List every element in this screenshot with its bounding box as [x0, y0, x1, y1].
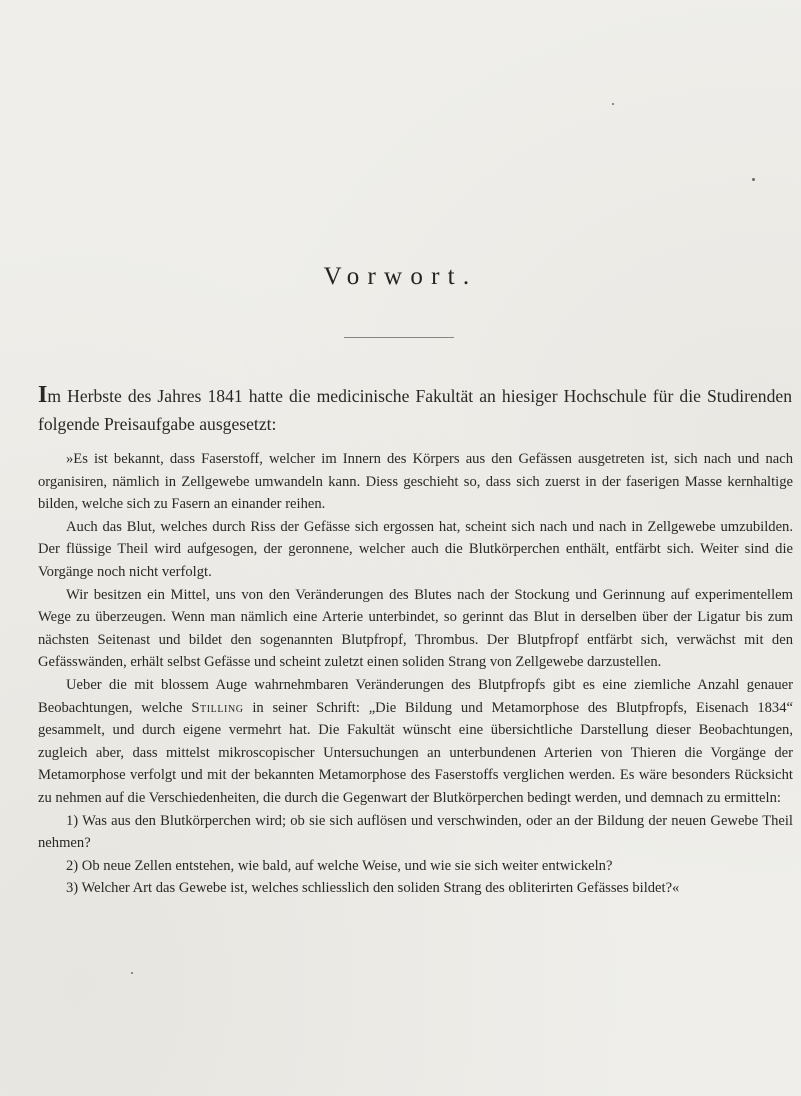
- paper-speck: [612, 103, 614, 105]
- drop-cap: I: [38, 382, 48, 408]
- paper-speck: [131, 972, 133, 974]
- title-rule: [344, 337, 454, 338]
- intro-text: m Herbste des Jahres 1841 hatte die medicinische Fakultät an hiesiger Hochschule für die Studirenden folgende Preisaufgabe ausgesetzt:: [38, 386, 792, 434]
- question-item: 1) Was aus den Blutkörperchen wird; ob sie sich auflösen und verschwinden, oder an der Bildung der neuen Gewebe Theil nehmen?: [38, 812, 793, 852]
- quote-paragraph: [38, 674, 793, 810]
- question-item: 3) Welcher Art das Gewebe ist, welches schliesslich den soliden Strang des obliterirten Gefässes bildet?«: [66, 880, 680, 897]
- quote-paragraph: »Es ist bekannt, dass Faserstoff, welcher im Innern des Körpers aus den Gefässen ausgetreten ist, sich nach und nach organisiren, nämlich in Zellgewebe umwandeln kann. Diess geschieht so, dass sich zuerst in der faserigen Masse kernhaltige bilden, welche sich zu Fasern an einander reihen.: [38, 451, 793, 513]
- quote-text: Ueber die mit blossem Auge wahrnehmbaren Veränderungen des Blutpfropfs gibt es eine ziemliche Anzahl genauer Beobachtungen, welche: [38, 676, 793, 716]
- author-name: Stilling: [191, 699, 244, 716]
- page-title: Vorwort.: [323, 263, 478, 290]
- intro-paragraph: [38, 382, 792, 438]
- prize-question-quote: [38, 448, 793, 900]
- question-list: [38, 810, 793, 900]
- question-item: 2) Ob neue Zellen entstehen, wie bald, auf welche Weise, und wie sie sich weiter entwickeln?: [66, 857, 613, 874]
- quote-text: in seiner Schrift: „Die Bildung und Metamorphose des Blutpfropfs, Eisenach 1834“ gesammelt, und durch eigene vermehrt hat. Die Fakultät wünscht eine übersichtliche Darstellung dieser Beobachtungen, zugleich aber, dass mittelst mikroscopischer Untersuchungen an unterbundenen Arterien von Thieren die Vorgänge der Metamorphose verfolgt und mit der bekannten Metamorphose des Faserstoffs verglichen werden. Es wäre besonders Rücksicht zu nehmen auf die Verschiedenheiten, die durch die Gegenwart der Blutkörperchen bedingt werden, und demnach zu ermitteln:: [38, 699, 793, 806]
- quote-paragraph: Wir besitzen ein Mittel, uns von den Veränderungen des Blutes nach der Stockung und Gerinnung auf experimentellem Wege zu überzeugen. Wenn man nämlich eine Arterie unterbindet, so gerinnt das Blut in derselben über der Ligatur bis zum nächsten Seitenast und bildet den sogenannten Blutpfropf, Thrombus. Der Blutpfropf entfärbt sich, verwächst mit den Gefässwänden, erhält selbst Gefässe und scheint zuletzt einen soliden Strang von Zellgewebe darzustellen.: [38, 586, 793, 671]
- paper-speck: [752, 178, 755, 181]
- quote-paragraph: Auch das Blut, welches durch Riss der Gefässe sich ergossen hat, scheint sich nach und nach in Zellgewebe umzubilden. Der flüssige Theil wird aufgesogen, der geronnene, welcher auch die Blutkörperchen enthält, entfärbt sich. Weiter sind die Vorgänge noch nicht verfolgt.: [38, 518, 793, 580]
